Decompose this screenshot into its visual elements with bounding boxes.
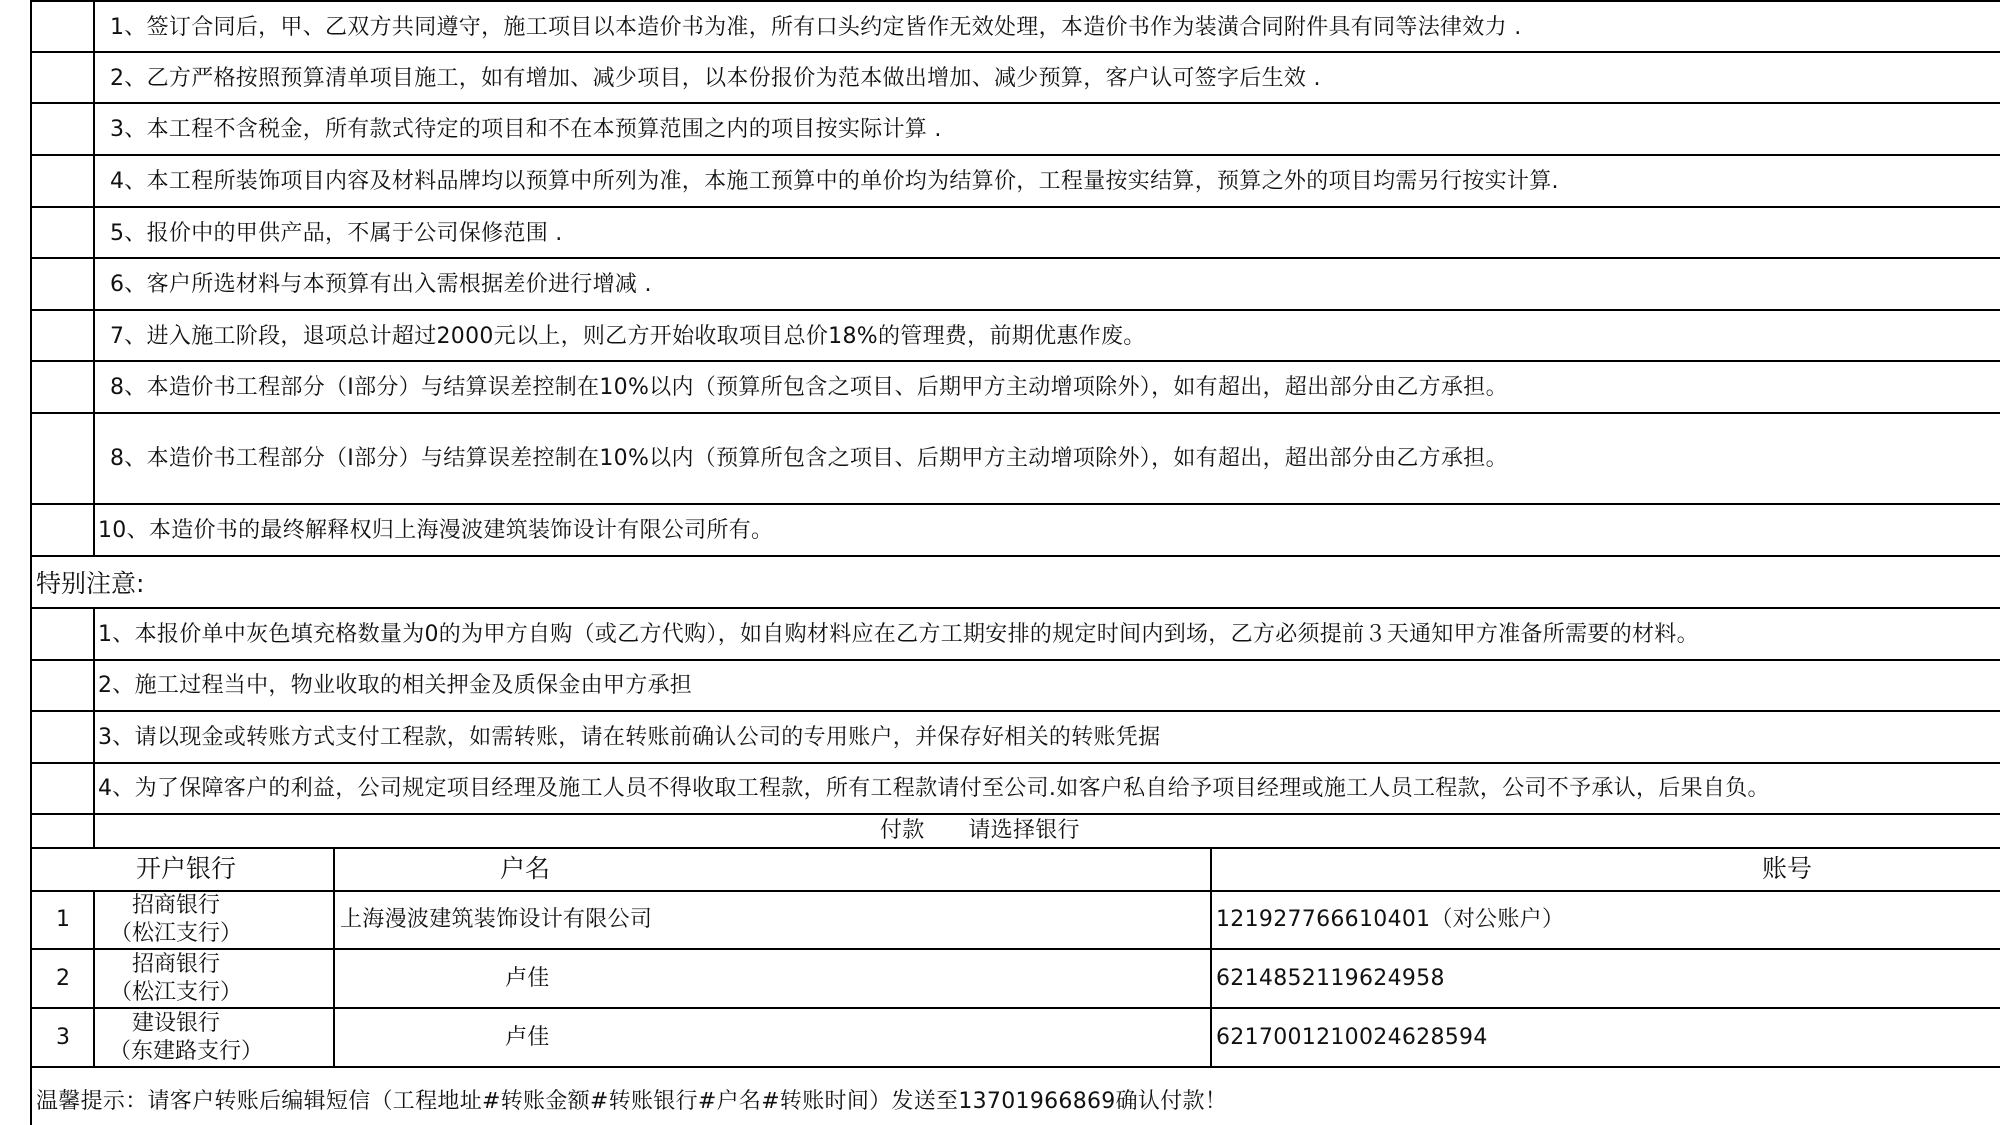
row-line <box>30 51 2000 53</box>
bank-row-number: 2 <box>56 966 70 991</box>
bank-branch: （东建路支行） <box>108 1039 263 1064</box>
bank-branch: （松江支行） <box>109 921 242 946</box>
bank-name: 建设银行 <box>131 1011 220 1036</box>
row-line <box>30 360 2000 362</box>
term-line: 4、本工程所装饰项目内容及材料品牌均以预算中所列为准，本施工预算中的单价均为结算价，工程量按实结算，预算之外的项目均需另行按实计算. <box>110 169 1559 194</box>
special-note-line: 2、施工过程当中，物业收取的相关押金及质保金由甲方承担 <box>98 673 693 698</box>
special-note-line: 4、为了保障客户的利益，公司规定项目经理及施工人员不得收取工程款，所有工程款请付至公司.如客户私自给予项目经理或施工人员工程款，公司不予承认，后果自负。 <box>98 776 1770 801</box>
bank-row-number: 3 <box>56 1025 70 1050</box>
bank-col-divider <box>333 847 335 1066</box>
bank-col-divider <box>93 890 95 1066</box>
special-note-line: 3、请以现金或转账方式支付工程款，如需转账，请在转账前确认公司的专用账户，并保存好相关的转账凭据 <box>98 725 1161 750</box>
bank-branch: （松江支行） <box>109 980 242 1005</box>
bank-name: 招商银行 <box>131 893 220 918</box>
row-line <box>30 710 2000 712</box>
term-line: 1、签订合同后，甲、乙双方共同遵守，施工项目以本造价书为准，所有口头约定皆作无效处理，本造价书作为装潢合同附件具有同等法律效力 . <box>110 15 1522 40</box>
row-line <box>30 257 2000 259</box>
term-line: 5、报价中的甲供产品，不属于公司保修范围 . <box>110 221 563 246</box>
row-line <box>30 206 2000 208</box>
term-line: 10、本造价书的最终解释权归上海漫波建筑装饰设计有限公司所有。 <box>98 518 774 543</box>
transfer-reminder: 温馨提示：请客户转账后编辑短信（工程地址#转账金额#转账银行#户名#转账时间）发送至13701966869确认付款！ <box>36 1089 1228 1114</box>
bank-name: 招商银行 <box>131 952 220 977</box>
row-line <box>30 102 2000 104</box>
index-column-divider <box>93 0 95 555</box>
row-line <box>30 503 2000 505</box>
account-number: 6217001210024628594 <box>1216 1025 1488 1050</box>
account-number: 121927766610401（对公账户） <box>1216 907 1565 932</box>
row-line <box>30 555 2000 557</box>
payment-title: 付款 请选择银行 <box>880 818 1080 843</box>
bank-row-number: 1 <box>56 907 70 932</box>
term-line: 7、进入施工阶段，退项总计超过2000元以上，则乙方开始收取项目总价18%的管理费，前期优惠作废。 <box>110 324 1146 349</box>
term-line: 2、乙方严格按照预算清单项目施工，如有增加、减少项目，以本份报价为范本做出增加、减少预算，客户认可签字后生效 . <box>110 66 1321 91</box>
row-line <box>30 659 2000 661</box>
index-column-divider-special <box>93 607 95 847</box>
row-line <box>30 412 2000 414</box>
row-line <box>30 762 2000 764</box>
term-line: 8、本造价书工程部分（I部分）与结算误差控制在10%以内（预算所包含之项目、后期甲方主动增项除外），如有超出，超出部分由乙方承担。 <box>110 375 1508 400</box>
row-line <box>30 154 2000 156</box>
account-name: 卢佳 <box>505 966 550 991</box>
special-notes-title: 特别注意: <box>36 569 145 598</box>
term-line: 6、客户所选材料与本预算有出入需根据差价进行增减 . <box>110 272 652 297</box>
account-name: 上海漫波建筑装饰设计有限公司 <box>340 907 653 932</box>
row-line <box>30 948 2000 950</box>
row-line <box>30 607 2000 609</box>
header-account-number: 账号 <box>1762 854 1813 883</box>
row-line <box>30 0 2000 2</box>
row-line <box>30 1007 2000 1009</box>
row-line <box>30 847 2000 849</box>
row-line <box>30 813 2000 815</box>
row-line <box>30 309 2000 311</box>
term-line: 8、本造价书工程部分（I部分）与结算误差控制在10%以内（预算所包含之项目、后期甲方主动增项除外），如有超出，超出部分由乙方承担。 <box>110 446 1508 471</box>
row-line <box>30 1066 2000 1068</box>
row-line <box>30 890 2000 892</box>
left-border <box>30 0 32 1125</box>
special-note-line: 1、本报价单中灰色填充格数量为0的为甲方自购（或乙方代购），如自购材料应在乙方工期安排的规定时间内到场，乙方必须提前３天通知甲方准备所需要的材料。 <box>98 622 1699 647</box>
account-name: 卢佳 <box>505 1025 550 1050</box>
header-account-name: 户名 <box>500 854 551 883</box>
header-bank: 开户银行 <box>136 854 237 883</box>
term-line: 3、本工程不含税金，所有款式待定的项目和不在本预算范围之内的项目按实际计算 . <box>110 117 942 142</box>
account-number: 6214852119624958 <box>1216 966 1445 991</box>
bank-col-divider <box>1210 847 1212 1066</box>
